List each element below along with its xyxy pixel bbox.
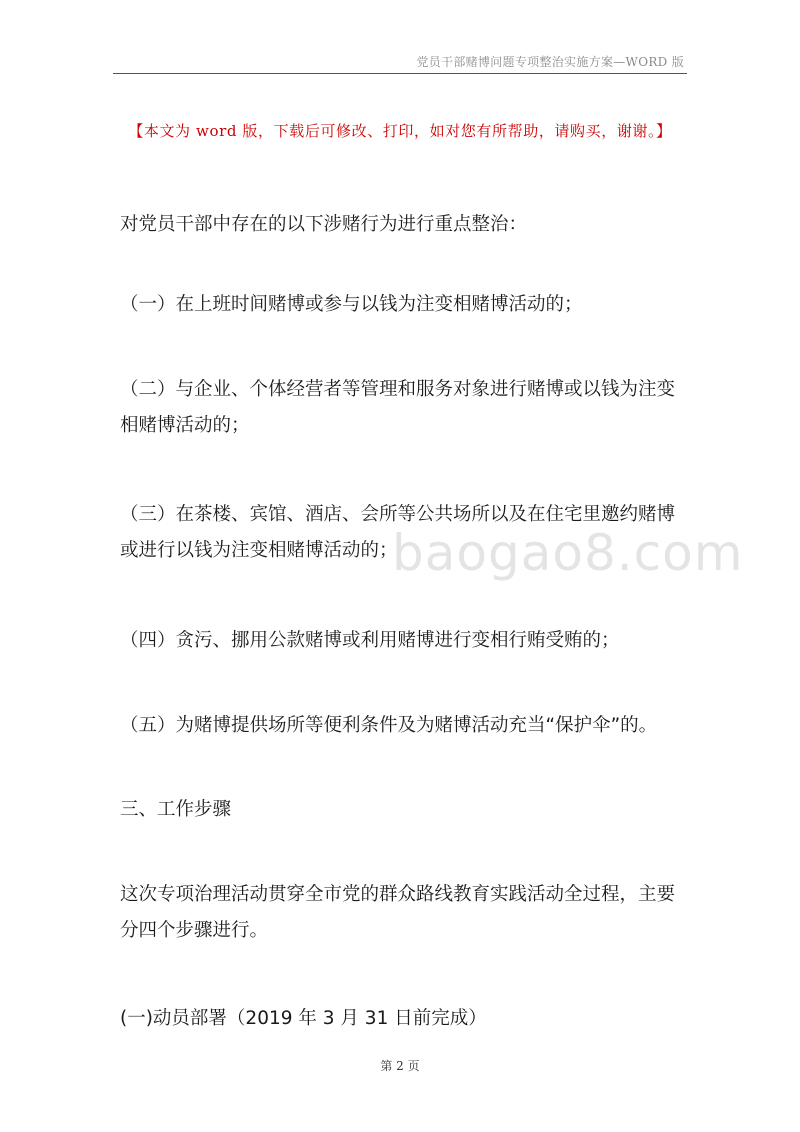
section-paragraph: 这次专项治理活动贯穿全市党的群众路线教育实践活动全过程，主要分四个步骤进行。 xyxy=(120,884,676,941)
step-heading: (一)动员部署（2019 年 3 月 31 日前完成） xyxy=(120,1008,487,1029)
purchase-notice: 【本文为 word 版，下载后可修改、打印，如对您有所帮助，请购买，谢谢。】 xyxy=(128,122,672,140)
list-item-5: （五）为赌博提供场所等便利条件及为赌博活动充当“保护伞”的。 xyxy=(120,715,658,736)
list-item-2: （二）与企业、个体经营者等管理和服务对象进行赌博或以钱为注变相赌博活动的； xyxy=(120,379,676,436)
list-item-3: （三）在茶楼、宾馆、酒店、会所等公共场所以及在住宅里邀约赌博或进行以钱为注变相赌博活动的； xyxy=(120,504,676,561)
header-divider xyxy=(113,73,687,74)
section-heading: 三、工作步骤 xyxy=(120,799,232,820)
intro-paragraph: 对党员干部中存在的以下涉赌行为进行重点整治： xyxy=(120,214,528,235)
list-item-1: （一）在上班时间赌博或参与以钱为注变相赌博活动的； xyxy=(120,294,583,315)
list-item-4: （四）贪污、挪用公款赌博或利用赌博进行变相行贿受贿的； xyxy=(120,630,620,651)
page-number: 第 2 页 xyxy=(380,1059,420,1073)
watermark: baogao8.com xyxy=(392,524,744,582)
header-title: 党员干部赌博问题专项整治实施方案—WORD 版 xyxy=(416,55,684,69)
